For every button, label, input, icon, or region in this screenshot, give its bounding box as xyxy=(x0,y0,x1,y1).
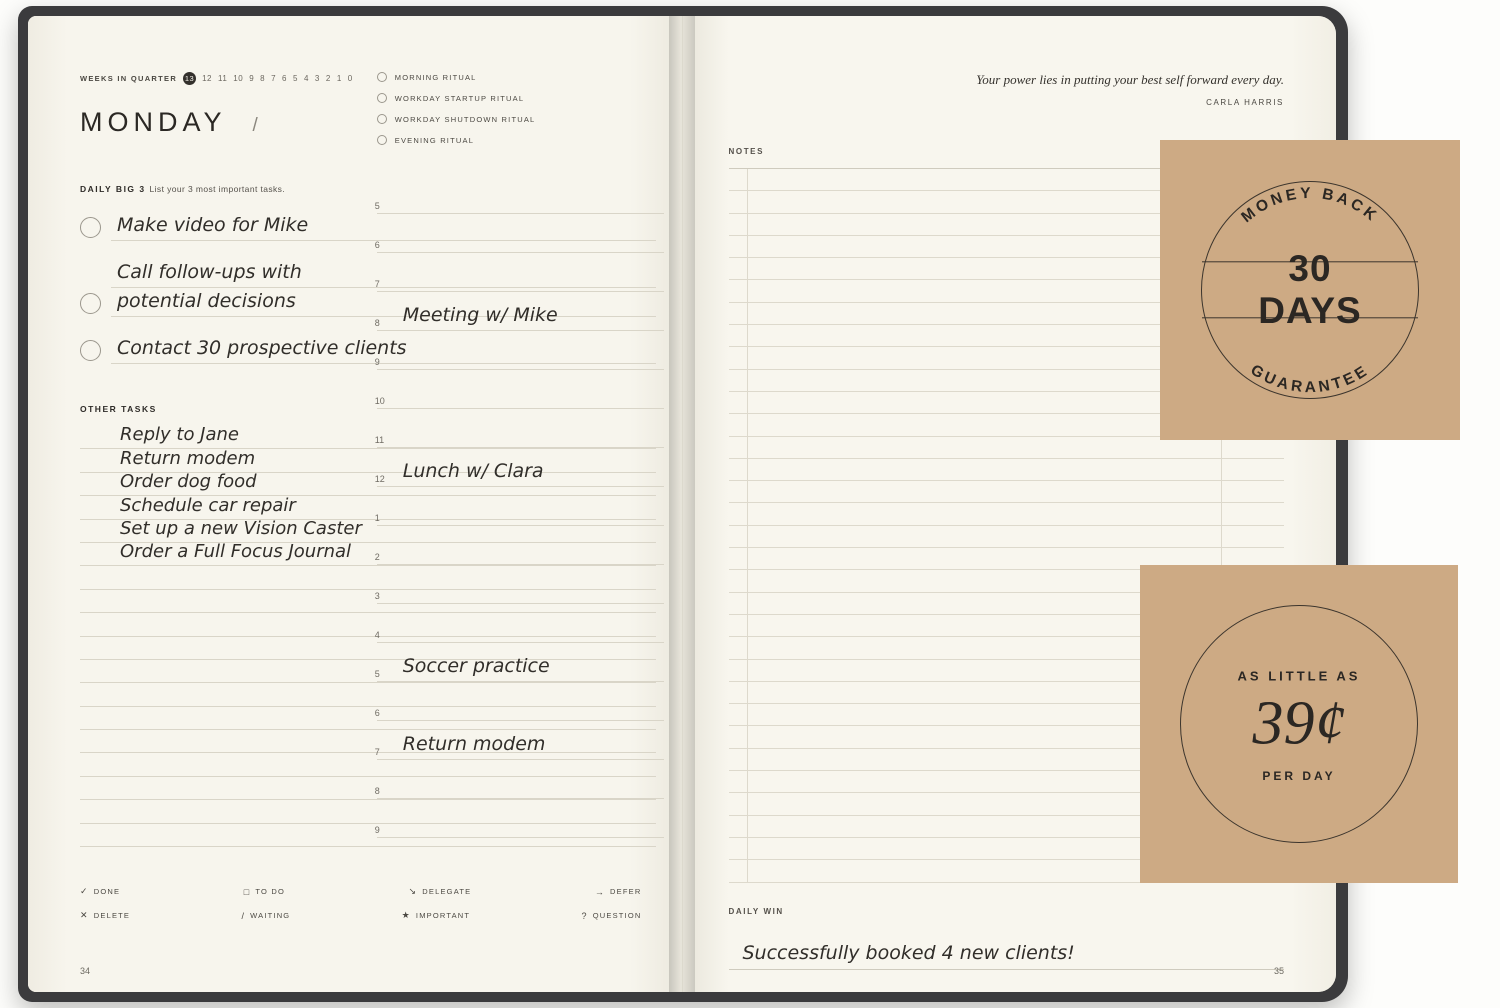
notes-line[interactable] xyxy=(729,526,1285,548)
week-6[interactable]: 6 xyxy=(282,74,287,83)
day-name: MONDAY xyxy=(80,107,227,137)
page-number-right: 35 xyxy=(1273,966,1284,976)
ritual-item[interactable] xyxy=(377,93,664,103)
week-8[interactable]: 8 xyxy=(260,74,266,83)
hour-label: 6 xyxy=(374,240,380,250)
big3-text-2a: Call follow-ups with xyxy=(117,261,302,283)
schedule-column xyxy=(374,72,664,962)
hour-label: 11 xyxy=(374,435,385,445)
daily-win-text: Successfully booked 4 new clients! xyxy=(742,941,1075,964)
legend-defer-label: DEFER xyxy=(610,887,642,896)
hour-label: 1 xyxy=(374,513,380,523)
hour-label: 5 xyxy=(374,201,380,211)
legend-waiting-label: WAITING xyxy=(250,911,291,920)
notes-label: NOTES xyxy=(728,147,765,156)
hour-row[interactable] xyxy=(374,253,664,292)
hour-event: Return modem xyxy=(402,733,546,755)
notes-vertical-rule xyxy=(747,169,748,883)
hour-row[interactable] xyxy=(374,526,664,565)
week-10[interactable]: 10 xyxy=(233,74,244,83)
week-1[interactable]: 1 xyxy=(336,74,342,83)
badge-amount-text: 39¢ xyxy=(1252,689,1346,758)
week-12[interactable]: 12 xyxy=(202,74,212,83)
hour-row[interactable] xyxy=(374,370,664,409)
legend-waiting xyxy=(241,910,290,921)
week-current[interactable]: 13 xyxy=(184,74,195,83)
badge-days-text: 30 DAYS xyxy=(1258,248,1362,331)
hour-label: 8 xyxy=(374,786,380,796)
arrow-down-right-icon: ↘ xyxy=(408,886,418,896)
week-9[interactable]: 9 xyxy=(249,74,255,83)
quote-author: CARLA HARRIS xyxy=(1206,98,1284,107)
hour-row[interactable] xyxy=(374,682,664,721)
hour-label: 4 xyxy=(374,630,380,640)
daily-win-line[interactable] xyxy=(729,935,1285,970)
legend-done-label: DONE xyxy=(93,887,121,896)
checkbox-circle-icon[interactable] xyxy=(80,293,101,314)
hour-row[interactable] xyxy=(374,292,664,331)
legend-delete xyxy=(80,910,130,921)
legend-important-label: IMPORTANT xyxy=(415,911,471,920)
week-2[interactable]: 2 xyxy=(325,74,331,83)
ritual-label-morning: MORNING RITUAL xyxy=(394,72,477,82)
hour-row[interactable] xyxy=(374,643,664,682)
hour-row[interactable] xyxy=(374,760,664,799)
daily-win-label: DAILY WIN xyxy=(728,906,784,916)
task-text-5: Set up a new Vision Caster xyxy=(120,517,362,539)
week-7[interactable]: 7 xyxy=(271,74,277,83)
notes-line[interactable] xyxy=(729,481,1285,503)
ritual-item[interactable] xyxy=(377,135,664,145)
hour-row[interactable] xyxy=(374,487,664,526)
hour-row[interactable] xyxy=(374,214,664,253)
check-icon: ✓ xyxy=(80,886,89,896)
page-number-left: 34 xyxy=(80,966,91,976)
week-0[interactable]: 0 xyxy=(347,74,353,83)
hour-label: 5 xyxy=(374,669,380,679)
hour-row[interactable] xyxy=(374,604,664,643)
ritual-item[interactable] xyxy=(377,114,664,124)
daily-big-3-sub: List your 3 most important tasks. xyxy=(149,184,286,194)
rituals-list xyxy=(377,72,664,145)
square-icon: □ xyxy=(243,886,251,897)
hour-row[interactable] xyxy=(374,721,664,760)
legend-todo-label: TO DO xyxy=(255,887,285,896)
hour-event: Lunch w/ Clara xyxy=(402,460,544,482)
hour-label: 9 xyxy=(374,825,380,835)
hour-row[interactable] xyxy=(374,409,664,448)
star-icon: ★ xyxy=(401,910,411,920)
hour-label: 3 xyxy=(374,591,380,601)
weeks-label: WEEKS IN QUARTER xyxy=(80,74,178,83)
daily-big-3-label: DAILY BIG 3 xyxy=(80,184,146,194)
quote-text: Your power lies in putting your best self forward every day. xyxy=(976,72,1284,87)
legend-todo xyxy=(244,886,285,897)
hour-label: 7 xyxy=(374,279,380,289)
legend-delegate-label: DELEGATE xyxy=(422,887,472,896)
hour-event: Soccer practice xyxy=(402,655,550,677)
ritual-label-workday-shutdown: WORKDAY SHUTDOWN RITUAL xyxy=(394,114,536,124)
task-text-4: Schedule car repair xyxy=(120,494,296,516)
hour-label: 2 xyxy=(374,552,380,562)
ritual-label-workday-startup: WORKDAY STARTUP RITUAL xyxy=(394,93,525,103)
task-text-6: Order a Full Focus Journal xyxy=(120,541,352,563)
checkbox-circle-icon[interactable] xyxy=(377,135,387,145)
ritual-label-evening: EVENING RITUAL xyxy=(394,135,475,145)
legend-delete-label: DELETE xyxy=(93,911,131,920)
price-per-day-badge xyxy=(1140,565,1458,883)
badge-arc-top-text: MONEY BACK xyxy=(1238,184,1382,227)
week-5[interactable]: 5 xyxy=(293,74,298,83)
checkbox-circle-icon[interactable] xyxy=(80,217,101,238)
hour-label: 10 xyxy=(374,396,385,406)
big3-text-2b: potential decisions xyxy=(117,290,296,312)
notes-line[interactable] xyxy=(729,459,1285,481)
checkbox-circle-icon[interactable] xyxy=(377,72,387,82)
hour-row[interactable] xyxy=(374,175,664,214)
hour-label: 9 xyxy=(374,357,380,367)
other-tasks-title: OTHER TASKS xyxy=(80,404,157,414)
checkbox-circle-icon[interactable] xyxy=(377,114,387,124)
hour-row[interactable] xyxy=(374,448,664,487)
checkbox-circle-icon[interactable] xyxy=(80,340,101,361)
task-text-2: Return modem xyxy=(120,447,256,469)
checkbox-circle-icon[interactable] xyxy=(377,93,387,103)
hour-label: 6 xyxy=(374,708,380,718)
notes-line[interactable] xyxy=(729,503,1285,525)
slash-icon: / xyxy=(241,910,246,921)
week-4[interactable]: 4 xyxy=(303,74,309,83)
hour-row[interactable] xyxy=(374,331,664,370)
legend-question-label: QUESTION xyxy=(592,911,642,920)
hour-row[interactable] xyxy=(374,799,664,838)
cross-icon: ✕ xyxy=(80,910,89,920)
badge-as-little-as-text: AS LITTLE AS xyxy=(1237,668,1361,684)
badge-per-day-text: PER DAY xyxy=(1262,769,1336,783)
date-field[interactable]: / xyxy=(252,115,258,136)
big3-text-3: Contact 30 prospective clients xyxy=(117,337,407,359)
week-3[interactable]: 3 xyxy=(314,74,320,83)
hour-grid xyxy=(374,175,664,838)
hour-row[interactable] xyxy=(374,565,664,604)
question-icon: ? xyxy=(581,910,588,921)
legend-done xyxy=(80,886,120,897)
hour-label: 8 xyxy=(374,318,380,328)
left-page xyxy=(28,16,683,992)
ritual-item[interactable] xyxy=(377,72,664,82)
money-back-guarantee-badge xyxy=(1160,140,1460,440)
hour-label: 12 xyxy=(374,474,385,484)
big3-text-1: Make video for Mike xyxy=(117,214,309,236)
task-text-1: Reply to Jane xyxy=(120,424,239,446)
hour-label: 7 xyxy=(374,747,380,757)
hour-event: Meeting w/ Mike xyxy=(402,304,558,326)
task-text-3: Order dog food xyxy=(120,471,257,493)
badge-arc-bottom-text: GUARANTEE xyxy=(1247,361,1373,397)
daily-win-header xyxy=(729,901,1285,919)
week-11[interactable]: 11 xyxy=(217,74,228,83)
arrow-right-icon: → xyxy=(594,886,606,897)
